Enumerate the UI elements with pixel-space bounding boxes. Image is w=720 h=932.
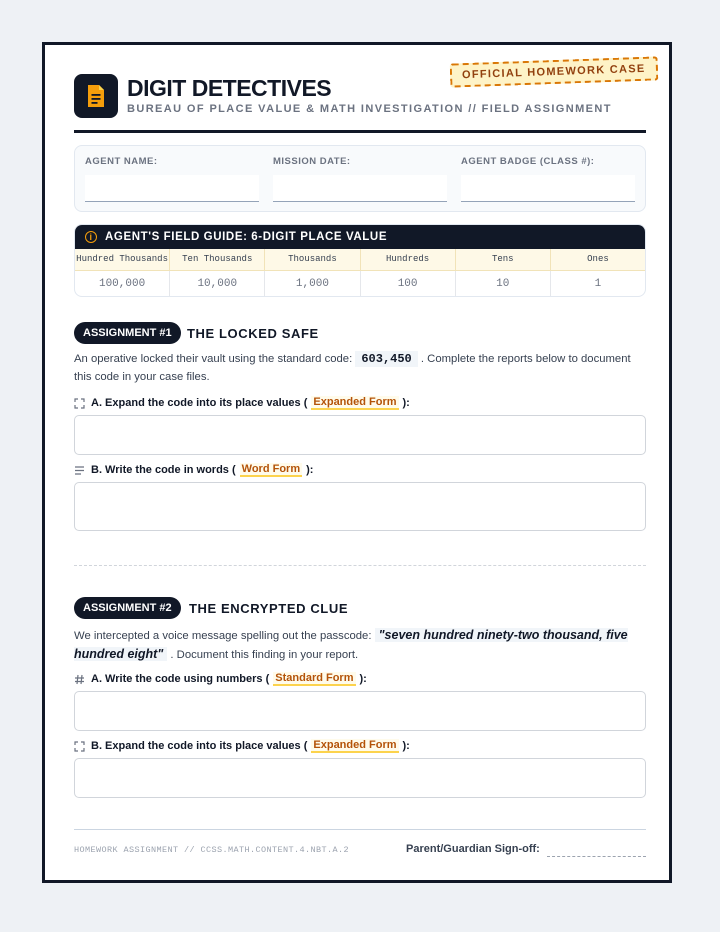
question-text: ): [402,740,410,752]
place-value-guide [74,224,646,297]
guide-header [75,225,645,249]
info-icon: i [85,231,97,243]
question-text: B. Write the code in words ( [91,464,236,476]
expand-icon [74,741,85,752]
question-text: A. Write the code using numbers ( [91,673,270,685]
guide-column: Ten Thousands [170,249,265,270]
mission-date-input[interactable] [273,175,447,202]
assignment-1-question-a [74,396,410,410]
guide-title: AGENT'S FIELD GUIDE: 6-DIGIT PLACE VALUE [105,231,388,243]
answer-field[interactable] [74,482,646,531]
guide-value: 10 [456,271,551,297]
answer-field[interactable] [74,691,646,731]
page-title: DIGIT DETECTIVES [127,75,332,101]
assignment-1-title: THE LOCKED SAFE [187,326,319,341]
guide-value: 100 [361,271,456,297]
agent-name-field [85,156,259,202]
assignment-1-question-b [74,463,313,477]
guide-column: Hundred Thousands [75,249,170,270]
signoff-label: Parent/Guardian Sign-off: [406,843,540,855]
word-form-tag: Word Form [241,463,301,475]
guide-value-row [75,271,645,297]
signature-line[interactable] [547,856,646,857]
passcode-quote: "seven hundred ninety-two thousand, five hundred eight" [74,628,628,661]
agent-name-input[interactable] [85,175,259,202]
guide-column-row [75,249,645,271]
mission-date-field [273,156,447,202]
safe-code: 603,450 [355,351,417,367]
description-text: . Document this finding in your report. [170,649,359,661]
header-divider [74,130,646,133]
guide-value: 10,000 [170,271,265,297]
expanded-form-tag: Expanded Form [313,396,397,408]
footer-divider [74,829,646,830]
guide-value: 1,000 [265,271,360,297]
assignment-2-description [74,626,644,664]
agent-badge-input[interactable] [461,175,635,202]
footer-standard: HOMEWORK ASSIGNMENT // CCSS.MATH.CONTENT.4.NBT.A.2 [74,845,350,855]
mission-date-label: MISSION DATE: [273,156,351,167]
answer-field[interactable] [74,758,646,798]
assignment-2-question-a [74,672,367,686]
agent-badge-label: AGENT BADGE (CLASS #): [461,156,595,167]
description-text: We intercepted a voice message spelling out the passcode: [74,630,372,642]
agent-name-label: AGENT NAME: [85,156,158,167]
guide-value: 100,000 [75,271,170,297]
description-text: . Complete the reports below to document this code in your case files. [74,353,631,383]
question-text: B. Expand the code into its place values ( [91,740,308,752]
guide-column: Tens [456,249,551,270]
guide-column: Thousands [265,249,360,270]
assignment-1-badge: ASSIGNMENT #1 [74,322,181,344]
answer-field[interactable] [74,415,646,455]
expanded-form-tag: Expanded Form [313,739,397,751]
question-text: ): [306,464,314,476]
question-text: A. Expand the code into its place values ( [91,397,308,409]
agent-badge-field [461,156,635,202]
agent-info-box [74,145,646,212]
question-text: ): [359,673,367,685]
assignment-2-badge: ASSIGNMENT #2 [74,597,181,619]
description-text: An operative locked their vault using the standard code: [74,353,353,365]
assignment-2-question-b [74,739,410,753]
homework-stamp: OFFICIAL HOMEWORK CASE [450,56,658,87]
question-text: ): [402,397,410,409]
hash-icon [74,674,85,685]
guide-column: Ones [587,254,609,264]
guide-column: Hundreds [361,249,456,270]
assignment-1-description [74,350,644,386]
document-icon [74,74,118,118]
expand-icon [74,398,85,409]
standard-form-tag: Standard Form [275,672,354,684]
guide-value: 1 [594,278,602,290]
section-divider [74,565,646,566]
worksheet [42,42,672,883]
text-lines-icon [74,465,85,476]
page-subtitle: BUREAU OF PLACE VALUE & MATH INVESTIGATION // FIELD ASSIGNMENT [127,103,612,115]
assignment-2-title: THE ENCRYPTED CLUE [189,601,349,616]
